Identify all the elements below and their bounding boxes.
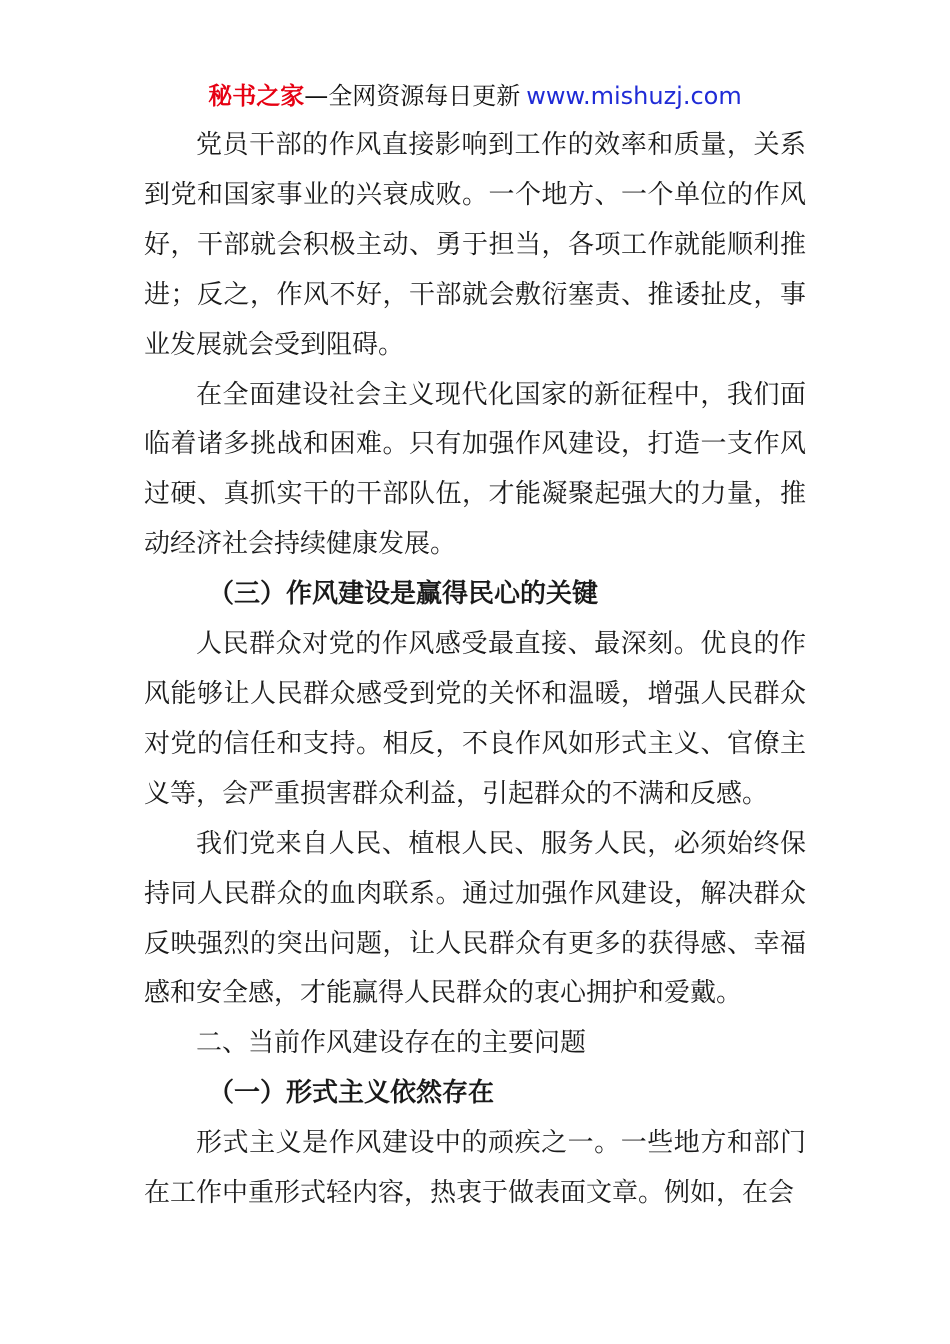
paragraph-new-journey: 在全面建设社会主义现代化国家的新征程中，我们面临着诸多挑战和困难。只有加强作风建设，打造一支作风过硬、真抓实干的干部队伍，才能凝聚起强大的力量，推动经济社会持续健康发展。 xyxy=(144,379,806,560)
site-url-link[interactable]: www.mishuzj.com xyxy=(526,82,742,110)
brand-name: 秘书之家 xyxy=(208,82,305,110)
paragraph-people-connection: 我们党来自人民、植根人民、服务人民，必须始终保持同人民群众的血肉联系。通过加强作风建设，解决群众反映强烈的突出问题，让人民群众有更多的获得感、幸福感和安全感，才能赢得人民群众的衷心拥护和爱戴。 xyxy=(144,828,806,1009)
section-heading-formalism: （一）形式主义依然存在 xyxy=(208,1078,495,1109)
site-header xyxy=(0,80,950,112)
paragraph-people-feeling: 人民群众对党的作风感受最直接、最深刻。优良的作风能够让人民群众感受到党的关怀和温暖，增强人民群众对党的信任和支持。相反，不良作风如形式主义、官僚主义等，会严重损害群众利益，引起群众的不满和反感。 xyxy=(144,629,806,809)
section-heading-win-hearts: （三）作风建设是赢得民心的关键 xyxy=(208,579,599,610)
paragraph-formalism: 形式主义是作风建设中的顽疾之一。一些地方和部门在工作中重形式轻内容，热衷于做表面文章。例如，在会 xyxy=(144,1128,806,1209)
chapter-heading-main-problems: 二、当前作风建设存在的主要问题 xyxy=(196,1028,587,1059)
header-tagline: —全网资源每日更新 xyxy=(304,82,521,110)
document-body xyxy=(144,121,806,1219)
paragraph-work-style-impact: 党员干部的作风直接影响到工作的效率和质量，关系到党和国家事业的兴衰成败。一个地方、一个单位的作风好，干部就会积极主动、勇于担当，各项工作就能顺利推进；反之，作风不好，干部就会敷衍塞责、推诿扯皮，事业发展就会受到阻碍。 xyxy=(144,130,806,360)
